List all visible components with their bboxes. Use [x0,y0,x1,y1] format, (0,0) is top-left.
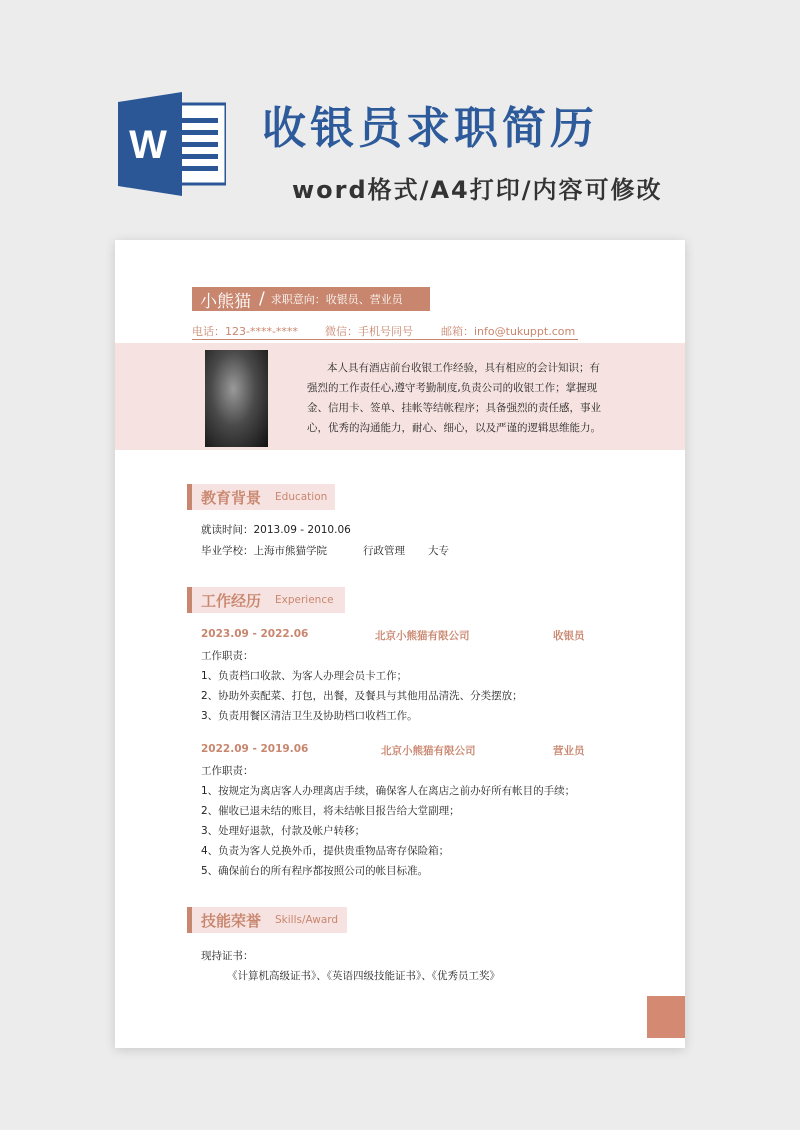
page-subtitle: word格式/A4打印/内容可修改 [292,176,663,204]
job-duty: 2、协助外卖配菜、打包，出餐，及餐具与其他用品清洗、分类摆放； [201,690,523,702]
job-position: 收银员 [553,630,585,642]
job-company: 北京小熊猫有限公司 [375,630,470,642]
profile-photo [205,350,268,447]
intro-band [115,343,685,450]
section-education [187,484,335,510]
job-duty-label: 工作职责： [201,650,254,662]
job-period: 2022.09 - 2019.06 [201,743,309,755]
job-company: 北京小熊猫有限公司 [381,745,476,757]
education-school: 毕业学校：上海市熊猫学院 [201,545,327,557]
section-title: 教育背景 [201,488,262,507]
job-duty: 3、负责用餐区清洁卫生及协助档口收档工作。 [201,710,418,722]
svg-text:W: W [129,123,167,167]
contact-phone: 电话：123-****-**** [192,325,298,338]
education-major: 行政管理 [363,545,405,557]
section-title: 技能荣誉 [201,911,262,930]
page-title: 收银员求职简历 [262,103,598,154]
section-skills [187,907,347,933]
job-period: 2023.09 - 2022.06 [201,628,309,640]
section-title: 工作经历 [201,591,262,610]
certificates-list: 《计算机高级证书》、《英语四级技能证书》、《优秀员工奖》 [227,970,500,982]
job-position: 营业员 [553,745,585,757]
contact-divider [192,339,578,340]
section-title-en: Education [275,491,328,503]
contact-email: 邮箱：info@tukuppt.com [441,325,576,338]
section-title-en: Skills/Award [275,914,339,926]
job-duty: 4、负责为客人兑换外币，提供贵重物品寄存保险箱； [201,845,450,857]
section-experience [187,587,345,613]
education-degree: 大专 [428,545,449,557]
job-intent: 求职意向：收银员、营业员 [270,293,403,306]
job-duty: 2、催收已退未结的账目，将未结帐目报告给大堂副理； [201,805,460,817]
name-separator: / [259,289,265,309]
word-icon [118,92,226,196]
job-duty: 1、负责档口收款、为客人办理会员卡工作； [201,670,408,682]
education-period: 就读时间：2013.09 - 2010.06 [201,524,351,536]
certificates-label: 现持证书： [201,950,254,962]
job-duty: 1、按规定为离店客人办理离店手续，确保客人在离店之前办好所有帐目的手续； [201,785,576,797]
name-bar [192,287,430,311]
corner-decoration [647,996,685,1038]
candidate-name: 小熊猫 [200,291,251,312]
section-title-en: Experience [275,594,334,606]
job-duty-label: 工作职责： [201,765,254,777]
job-duty: 5、确保前台的所有程序都按照公司的帐目标准。 [201,865,429,877]
self-introduction: 本人具有酒店前台收银工作经验，具有相应的会计知识；有强烈的工作责任心,遵守考勤制度,负责公司的收银工作；掌握现金、信用卡、签单、挂帐等结帐程序；具备强烈的责任感，事业心，优秀的沟通能力，耐心、细心，以及严谨的逻辑思维能力。 [307,362,601,434]
resume-sheet [115,240,685,1048]
job-duty: 3、处理好退款，付款及帐户转移； [201,825,366,837]
contact-wechat: 微信：手机号同号 [325,325,413,338]
